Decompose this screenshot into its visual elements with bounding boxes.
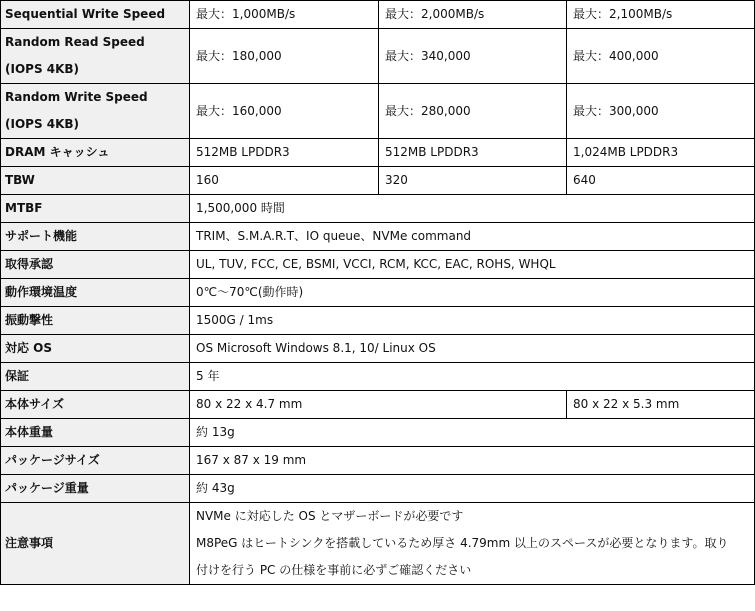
row-label: DRAM キャッシュ [1,139,190,167]
table-row [1,335,755,363]
table-cell: 最大：1,000MB/s [190,1,379,29]
row-label: 対応 OS [1,335,190,363]
table-row [1,279,755,307]
table-row [1,363,755,391]
table-cell: 167 x 87 x 19 mm [190,447,755,475]
table-cell: 最大：400,000 [567,29,755,84]
row-label: Random Read Speed (IOPS 4KB) [1,29,190,84]
table-row [1,251,755,279]
table-row [1,1,755,29]
table-cell: 最大：180,000 [190,29,379,84]
table-cell: 最大：280,000 [379,84,567,139]
table-cell: 1,024MB LPDDR3 [567,139,755,167]
table-cell: 80 x 22 x 5.3 mm [567,391,755,419]
table-cell: 160 [190,167,379,195]
table-row [1,195,755,223]
table-cell: 80 x 22 x 4.7 mm [190,391,567,419]
table-cell: 最大：2,100MB/s [567,1,755,29]
table-cell: OS Microsoft Windows 8.1, 10/ Linux OS [190,335,755,363]
table-cell: 最大：160,000 [190,84,379,139]
table-cell: 1,500,000 時間 [190,195,755,223]
notes-line: NVMe に対応した OS とマザーボードが必要です [196,509,464,523]
table-cell: 5 年 [190,363,755,391]
table-cell: 320 [379,167,567,195]
table-cell: 1500G / 1ms [190,307,755,335]
notes-line: 付けを行う PC の仕様を事前に必ずご確認ください [196,563,472,577]
table-row [1,475,755,503]
table-cell: UL, TUV, FCC, CE, BSMI, VCCI, RCM, KCC, EAC, ROHS, WHQL [190,251,755,279]
row-label: パッケージ重量 [1,475,190,503]
row-label: パッケージサイズ [1,447,190,475]
table-row [1,223,755,251]
table-cell: 約 43g [190,475,755,503]
table-cell: 約 13g [190,419,755,447]
table-cell: 512MB LPDDR3 [379,139,567,167]
table-cell: 512MB LPDDR3 [190,139,379,167]
row-label: 動作環境温度 [1,279,190,307]
table-row [1,139,755,167]
row-label: サポート機能 [1,223,190,251]
table-cell: 0℃～70℃(動作時) [190,279,755,307]
notes-content [190,503,755,585]
table-row [1,447,755,475]
table-row [1,84,755,139]
table-row [1,167,755,195]
row-label: Random Write Speed (IOPS 4KB) [1,84,190,139]
row-label: 取得承認 [1,251,190,279]
table-cell: 最大：2,000MB/s [379,1,567,29]
row-label: 振動撃性 [1,307,190,335]
notes-label: 注意事項 [1,503,190,585]
table-cell: TRIM、S.M.A.R.T、IO queue、NVMe command [190,223,755,251]
table-cell: 最大：340,000 [379,29,567,84]
row-label: Sequential Write Speed [1,1,190,29]
row-label: TBW [1,167,190,195]
table-cell: 最大：300,000 [567,84,755,139]
row-label: 本体重量 [1,419,190,447]
table-row [1,391,755,419]
table-cell: 640 [567,167,755,195]
row-label: MTBF [1,195,190,223]
notes-row [1,503,755,585]
table-row [1,29,755,84]
spec-table-body [1,1,755,585]
table-row [1,307,755,335]
row-label: 保証 [1,363,190,391]
table-row [1,419,755,447]
row-label: 本体サイズ [1,391,190,419]
notes-line: M8PeG はヒートシンクを搭載しているため厚さ 4.79mm 以上のスペースが必要となります。取り [196,536,729,550]
